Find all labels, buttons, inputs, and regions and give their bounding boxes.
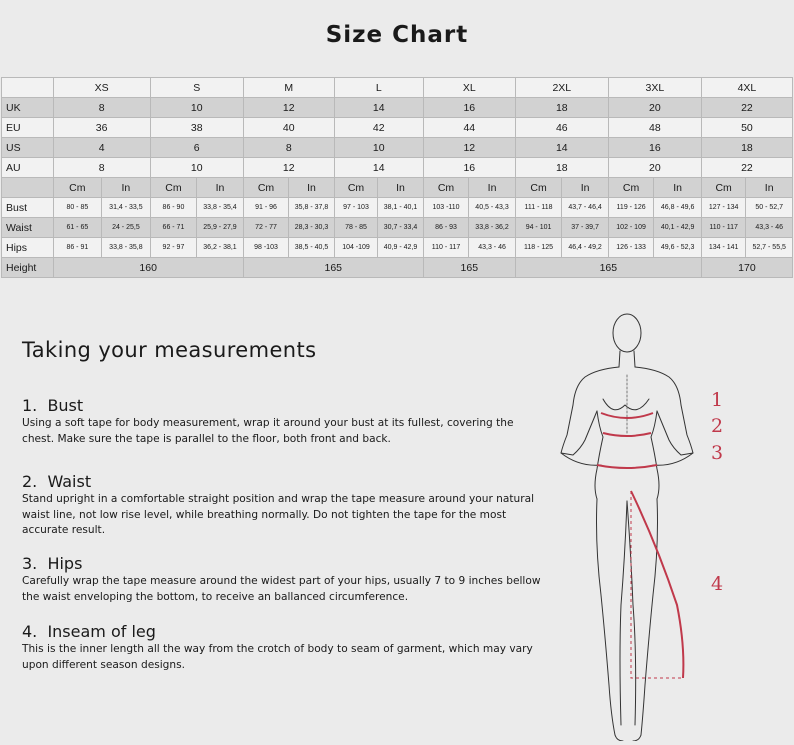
step-title: Bust xyxy=(47,396,84,415)
unit-in: In xyxy=(289,178,335,198)
measure-cell: 66 - 71 xyxy=(150,218,197,238)
unit-in: In xyxy=(654,178,702,198)
measure-cell: 61 - 65 xyxy=(53,218,102,238)
size-cell: 12 xyxy=(243,98,334,118)
measure-cell: 52,7 - 55,5 xyxy=(746,238,793,258)
size-cell: 20 xyxy=(608,98,701,118)
measure-cell: 30,7 - 33,4 xyxy=(378,218,424,238)
size-cell: 8 xyxy=(243,138,334,158)
step-text: Stand upright in a comfortable straight position and wrap the tape measure around your natural waist line, not low rise level, while breathing normally. Do not tighten the tape for the most accurate result. xyxy=(22,493,535,536)
size-cell: 12 xyxy=(423,138,515,158)
size-cell: 46 xyxy=(515,118,608,138)
size-cell: 18 xyxy=(515,158,608,178)
size-cell: 22 xyxy=(701,98,792,118)
measure-cell: 46,4 - 49,2 xyxy=(562,238,609,258)
body-outline-illustration xyxy=(545,305,775,741)
neck-outline xyxy=(619,351,635,367)
size-cell: 44 xyxy=(423,118,515,138)
measure-cell: 40,9 - 42,9 xyxy=(378,238,424,258)
size-cell: 48 xyxy=(608,118,701,138)
step-text: Carefully wrap the tape measure around the widest part of your hips, usually 7 to 9 inches bellow the waist enveloping the bottom, to receive an ballanced circumference. xyxy=(22,575,541,603)
step-text: This is the inner length all the way from the crotch of body to seam of garment, which may vary upon different season designs. xyxy=(22,643,533,671)
step-heading xyxy=(22,554,542,574)
row-label: AU xyxy=(2,158,54,178)
measure-cell: 31,4 - 33,5 xyxy=(102,198,151,218)
size-row-eu xyxy=(2,118,793,138)
unit-cm: Cm xyxy=(515,178,562,198)
size-row-us xyxy=(2,138,793,158)
size-cell: 8 xyxy=(53,98,150,118)
measure-cell: 36,2 - 38,1 xyxy=(197,238,244,258)
size-row-uk xyxy=(2,98,793,118)
step-title: Waist xyxy=(47,472,92,491)
measure-cell: 37 - 39,7 xyxy=(562,218,609,238)
size-cell: 50 xyxy=(701,118,792,138)
size-cell: 10 xyxy=(150,98,243,118)
height-cell: 160 xyxy=(53,258,243,278)
measure-cell: 24 - 25,5 xyxy=(102,218,151,238)
row-label: Hips xyxy=(2,238,54,258)
marker-1: 1 xyxy=(711,389,724,411)
measure-cell: 38,1 - 40,1 xyxy=(378,198,424,218)
measure-cell: 86 - 93 xyxy=(423,218,469,238)
unit-in: In xyxy=(469,178,516,198)
measure-cell: 98 -103 xyxy=(243,238,289,258)
size-header: S xyxy=(150,78,243,98)
unit-cm: Cm xyxy=(243,178,289,198)
measure-cell: 97 - 103 xyxy=(334,198,377,218)
size-cell: 10 xyxy=(150,158,243,178)
row-label: US xyxy=(2,138,54,158)
size-header: XS xyxy=(53,78,150,98)
marker-2: 2 xyxy=(711,415,724,437)
row-label: Height xyxy=(2,258,54,278)
size-cell: 14 xyxy=(334,98,423,118)
size-cell: 10 xyxy=(334,138,423,158)
units-row xyxy=(2,178,793,198)
height-cell: 170 xyxy=(701,258,792,278)
measure-cell: 134 - 141 xyxy=(701,238,746,258)
right-leg-outline xyxy=(641,499,658,735)
measure-cell: 43,3 - 46 xyxy=(469,238,516,258)
step-number: 1. xyxy=(22,396,38,415)
size-cell: 22 xyxy=(701,158,792,178)
measure-cell: 110 - 117 xyxy=(423,238,469,258)
measure-cell: 72 - 77 xyxy=(243,218,289,238)
size-header: 4XL xyxy=(701,78,792,98)
size-header-row xyxy=(2,78,793,98)
unit-in: In xyxy=(102,178,151,198)
unit-in: In xyxy=(746,178,793,198)
size-chart-table xyxy=(1,77,793,278)
measure-cell: 86 - 91 xyxy=(53,238,102,258)
size-header: L xyxy=(334,78,423,98)
size-cell: 12 xyxy=(243,158,334,178)
step-bust xyxy=(22,396,542,447)
measure-cell: 91 - 96 xyxy=(243,198,289,218)
height-cell: 165 xyxy=(515,258,701,278)
unit-cm: Cm xyxy=(53,178,102,198)
step-inseam xyxy=(22,622,542,673)
size-header: M xyxy=(243,78,334,98)
measure-cell: 50 - 52,7 xyxy=(746,198,793,218)
size-cell: 16 xyxy=(608,138,701,158)
measurement-row-waist xyxy=(2,218,793,238)
measure-cell: 33,8 - 35,8 xyxy=(102,238,151,258)
measure-cell: 78 - 85 xyxy=(334,218,377,238)
measure-cell: 127 - 134 xyxy=(701,198,746,218)
measurement-row-bust xyxy=(2,198,793,218)
size-cell: 40 xyxy=(243,118,334,138)
size-header: 3XL xyxy=(608,78,701,98)
size-header: XL xyxy=(423,78,515,98)
torso-right xyxy=(651,411,659,499)
measure-cell: 43,3 - 46 xyxy=(746,218,793,238)
row-label: Bust xyxy=(2,198,54,218)
size-cell: 8 xyxy=(53,158,150,178)
measure-cell: 46,8 - 49,6 xyxy=(654,198,702,218)
torso-left xyxy=(595,411,603,499)
size-header: 2XL xyxy=(515,78,608,98)
measure-cell: 126 - 133 xyxy=(608,238,654,258)
measure-cell: 33,8 - 36,2 xyxy=(469,218,516,238)
height-cell: 165 xyxy=(243,258,423,278)
unit-cm: Cm xyxy=(334,178,377,198)
size-cell: 18 xyxy=(701,138,792,158)
left-arm-outline xyxy=(561,367,619,455)
step-number: 4. xyxy=(22,622,38,641)
size-cell: 20 xyxy=(608,158,701,178)
measure-cell: 38,5 - 40,5 xyxy=(289,238,335,258)
height-cell: 165 xyxy=(423,258,515,278)
measure-cell: 43,7 - 46,4 xyxy=(562,198,609,218)
size-cell: 16 xyxy=(423,98,515,118)
head-outline xyxy=(613,314,641,352)
measure-cell: 33,8 - 35,4 xyxy=(197,198,244,218)
measure-cell: 86 - 90 xyxy=(150,198,197,218)
unit-in: In xyxy=(562,178,609,198)
measure-cell: 110 - 117 xyxy=(701,218,746,238)
size-cell: 16 xyxy=(423,158,515,178)
unit-in: In xyxy=(197,178,244,198)
size-cell: 14 xyxy=(334,158,423,178)
measure-cell: 40,1 - 42,9 xyxy=(654,218,702,238)
size-cell: 18 xyxy=(515,98,608,118)
step-heading xyxy=(22,396,542,416)
size-cell: 6 xyxy=(150,138,243,158)
size-cell: 14 xyxy=(515,138,608,158)
measure-cell: 103 -110 xyxy=(423,198,469,218)
inner-left-leg xyxy=(620,501,627,725)
size-row-au xyxy=(2,158,793,178)
unit-cm: Cm xyxy=(701,178,746,198)
hips-measure-line xyxy=(597,465,657,468)
size-cell: 36 xyxy=(53,118,150,138)
row-label: UK xyxy=(2,98,54,118)
marker-4: 4 xyxy=(711,573,724,595)
row-label: Waist xyxy=(2,218,54,238)
step-text: Using a soft tape for body measurement, wrap it around your bust at its fullest, covering the chest. Make sure the tape is parallel to the floor, both front and back. xyxy=(22,417,514,445)
size-cell: 38 xyxy=(150,118,243,138)
measure-cell: 35,8 - 37,8 xyxy=(289,198,335,218)
step-number: 2. xyxy=(22,472,38,491)
left-leg-outline xyxy=(597,499,616,735)
step-heading xyxy=(22,622,542,642)
size-cell: 42 xyxy=(334,118,423,138)
step-waist xyxy=(22,472,542,539)
step-heading xyxy=(22,472,542,492)
measure-cell: 104 -109 xyxy=(334,238,377,258)
measure-cell: 28,3 - 30,3 xyxy=(289,218,335,238)
height-row xyxy=(2,258,793,278)
row-label: EU xyxy=(2,118,54,138)
measure-cell: 49,6 - 52,3 xyxy=(654,238,702,258)
size-cell: 4 xyxy=(53,138,150,158)
unit-in: In xyxy=(378,178,424,198)
measure-cell: 118 - 125 xyxy=(515,238,562,258)
measure-cell: 94 - 101 xyxy=(515,218,562,238)
unit-cm: Cm xyxy=(608,178,654,198)
measure-cell: 92 - 97 xyxy=(150,238,197,258)
marker-3: 3 xyxy=(711,442,724,464)
measure-cell: 25,9 - 27,9 xyxy=(197,218,244,238)
measure-cell: 111 - 118 xyxy=(515,198,562,218)
corner-cell xyxy=(2,78,54,98)
instructions-heading: Taking your measurements xyxy=(22,338,317,362)
measurement-row-hips xyxy=(2,238,793,258)
corner-cell xyxy=(2,178,54,198)
step-title: Hips xyxy=(47,554,83,573)
page-title: Size Chart xyxy=(325,22,469,48)
measure-cell: 40,5 - 43,3 xyxy=(469,198,516,218)
unit-cm: Cm xyxy=(423,178,469,198)
step-hips xyxy=(22,554,542,605)
step-title: Inseam of leg xyxy=(47,622,156,641)
body-figure xyxy=(545,305,775,741)
right-arm-outline xyxy=(635,367,693,455)
step-number: 3. xyxy=(22,554,38,573)
unit-cm: Cm xyxy=(150,178,197,198)
measure-cell: 80 - 85 xyxy=(53,198,102,218)
measure-cell: 119 - 126 xyxy=(608,198,654,218)
measure-cell: 102 - 109 xyxy=(608,218,654,238)
